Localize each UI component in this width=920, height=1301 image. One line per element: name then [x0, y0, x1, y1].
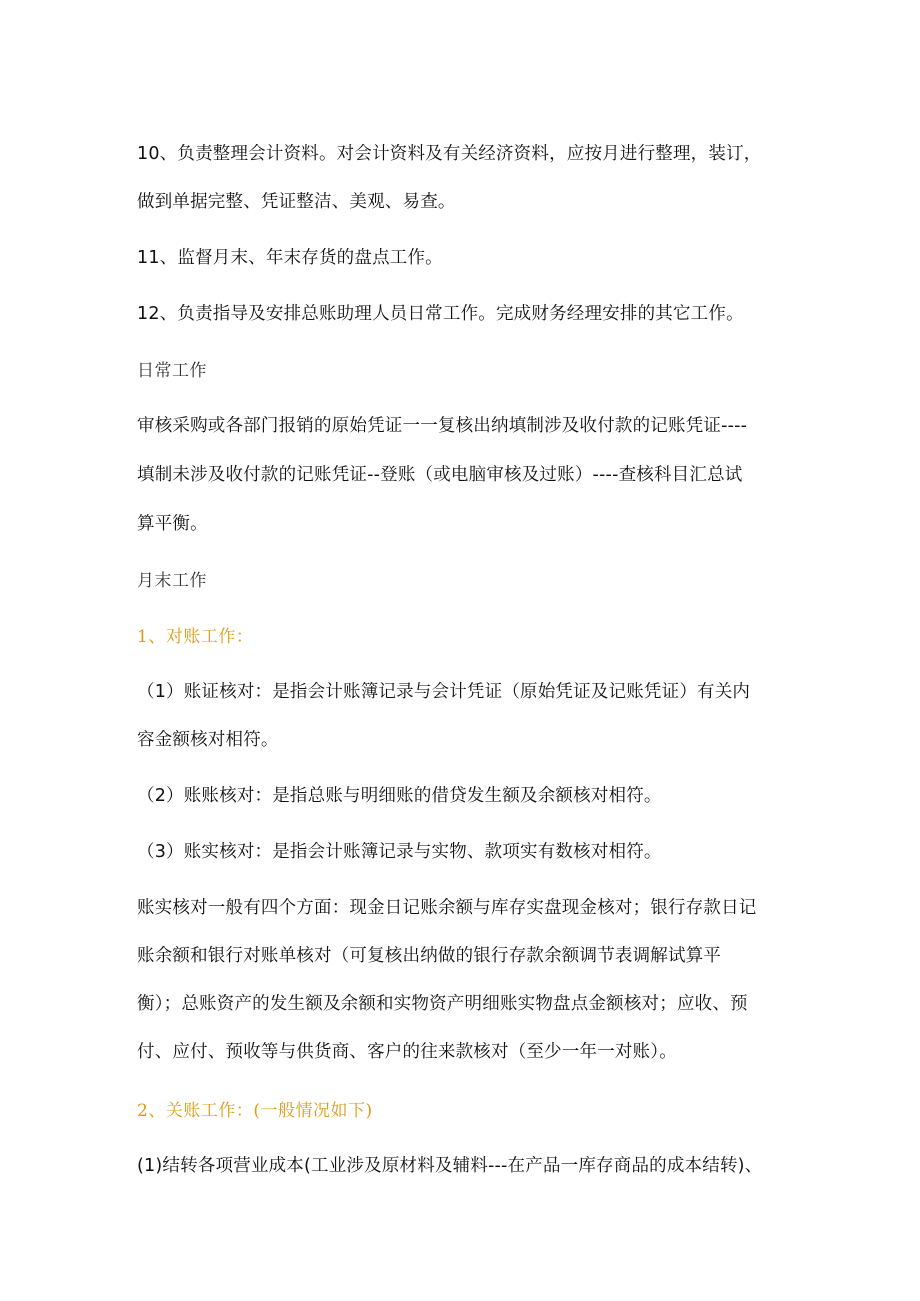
- daily-work-line-2: 填制未涉及收付款的记账凭证--登账（或电脑审核及过账）----查核科目汇总试: [137, 465, 743, 485]
- closing-item-1: (1)结转各项营业成本(工业涉及原材料及辅料---在产品一库存商品的成本结转)、: [137, 1156, 763, 1176]
- reconciliation-detail-line-2: 账余额和银行对账单核对（可复核出纳做的银行存款余额调节表调解试算平: [137, 946, 722, 966]
- item-11: 11、监督月末、年末存货的盘点工作。: [137, 248, 443, 268]
- section-heading-daily: 日常工作: [137, 361, 207, 381]
- reconciliation-detail-line-3: 衡）；总账资产的发生额及余额和实物资产明细账实物盘点金额核对；应收、预: [137, 994, 748, 1014]
- reconciliation-2: （2）账账核对：是指总账与明细账的借贷发生额及余额核对相符。: [137, 786, 662, 806]
- reconciliation-detail-line-1: 账实核对一般有四个方面：现金日记账余额与库存实盘现金核对；银行存款日记: [137, 898, 757, 918]
- reconciliation-3: （3）账实核对：是指会计账簿记录与实物、款项实有数核对相符。: [137, 842, 662, 862]
- daily-work-line-1: 审核采购或各部门报销的原始凭证一一复核出纳填制涉及收付款的记账凭证----: [137, 416, 748, 436]
- reconciliation-detail-line-4: 付、应付、预收等与供货商、客户的往来款核对（至少一年一对账）。: [137, 1042, 677, 1062]
- item-12: 12、负责指导及安排总账助理人员日常工作。完成财务经理安排的其它工作。: [137, 304, 744, 324]
- reconciliation-1-line-2: 容金额核对相符。: [137, 730, 279, 750]
- section-heading-month-end: 月末工作: [137, 571, 207, 591]
- daily-work-line-3: 算平衡。: [137, 514, 208, 534]
- item-10-line-1: 10、负责整理会计资料。对会计资料及有关经济资料，应按月进行整理，装订，: [137, 144, 762, 164]
- item-10-line-2: 做到单据完整、凭证整洁、美观、易查。: [137, 192, 456, 212]
- subheading-reconciliation: 1、对账工作：: [137, 627, 254, 647]
- reconciliation-1-line-1: （1）账证核对：是指会计账簿记录与会计凭证（原始凭证及记账凭证）有关内: [137, 682, 751, 702]
- subheading-closing: 2、关账工作：(一般情况如下): [137, 1101, 373, 1121]
